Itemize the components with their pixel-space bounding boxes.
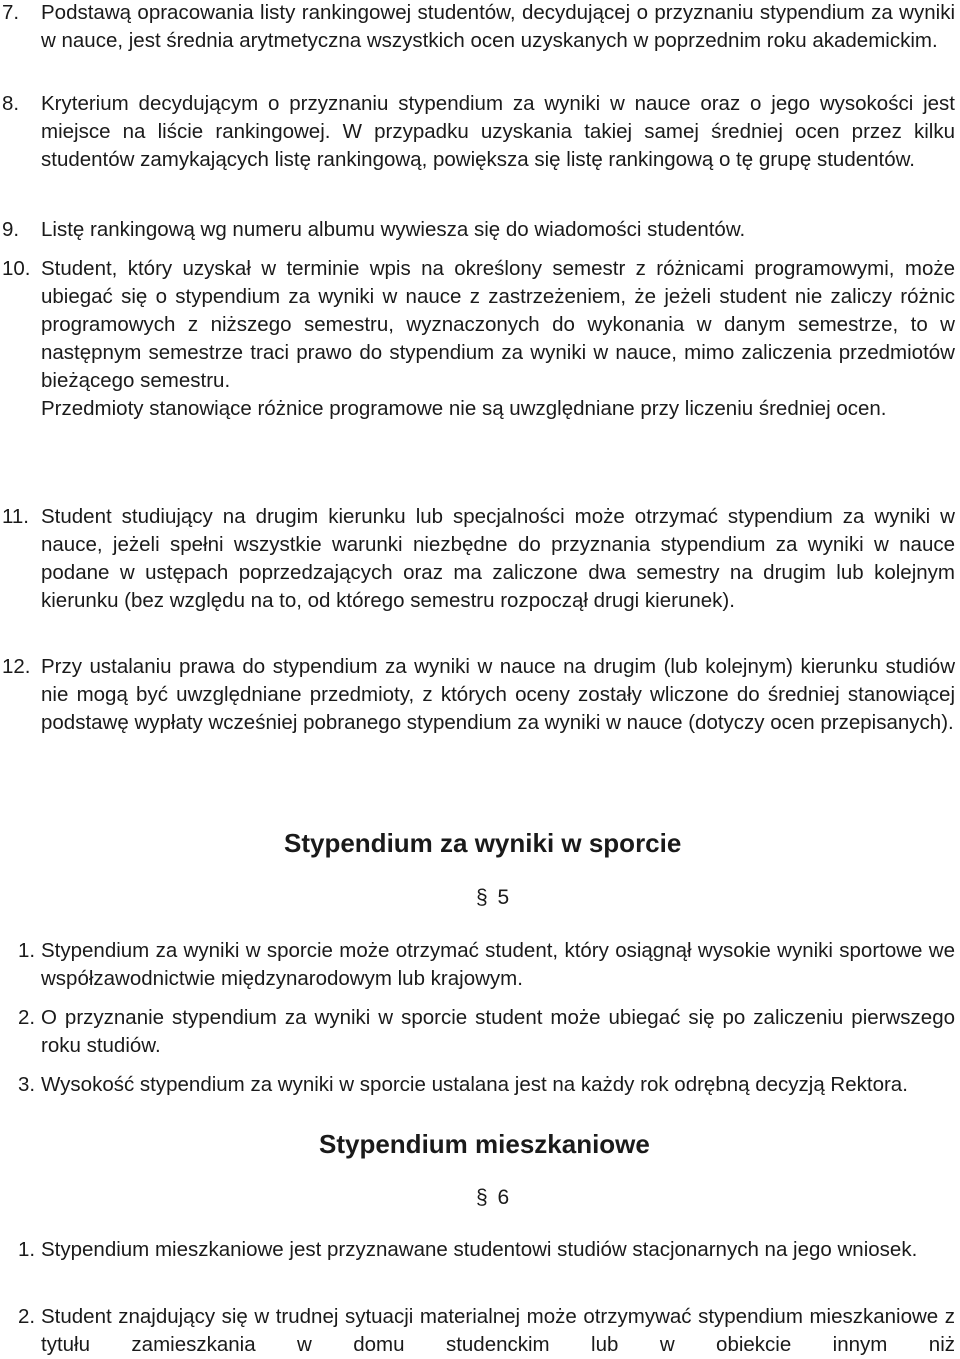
list-item-text: Student znajdujący się w trudnej sytuacji materialnej może otrzymywać stypendium mieszkaniowe z tytułu zamieszkania w domu studenckim lub w obiekcie innym niż bbox=[41, 1305, 955, 1356]
list-item-7 bbox=[0, 0, 960, 55]
list-item-text: Wysokość stypendium za wyniki w sporcie ustalana jest na każdy rok odrębną decyzją Rektora. bbox=[41, 1073, 908, 1096]
list-item-number: 10. bbox=[2, 257, 31, 280]
housing-item-2 bbox=[0, 1303, 960, 1359]
list-item-number: 9. bbox=[2, 218, 20, 241]
list-item-number: 8. bbox=[2, 92, 20, 115]
list-item-number: 1. bbox=[18, 1238, 36, 1261]
housing-item-1 bbox=[0, 1236, 960, 1264]
sport-item-3 bbox=[0, 1071, 960, 1099]
list-item-number: 2. bbox=[18, 1305, 36, 1328]
list-item-text: Przy ustalaniu prawa do stypendium za wyniki w nauce na drugim (lub kolejnym) kierunku studiów nie mogą być uwzględniane przedmioty, z których oceny zostały wliczone do średniej stanowiącej podstawę wypłaty wcześniej pobranego stypendium za wyniki w nauce (dotyczy ocen przepisanych). bbox=[41, 655, 955, 734]
list-item-text: Student studiujący na drugim kierunku lub specjalności może otrzymać stypendium za wyniki w nauce, jeżeli spełni wszystkie warunki niezbędne do przyznania stypendium za wyniki w nauce podane w ustępach poprzedzających oraz ma zaliczone dwa semestry na drugim lub kolejnym kierunku (bez względu na to, od którego semestru rozpoczął drugi kierunek). bbox=[41, 505, 955, 612]
paragraph-number-6 bbox=[476, 1184, 509, 1212]
list-item-number: 3. bbox=[18, 1073, 36, 1096]
list-item-text: Stypendium za wyniki w sporcie może otrzymać student, który osiągnął wysokie wyniki sportowe we współzawodnictwie międzynarodowym lub krajowym. bbox=[41, 939, 955, 990]
list-item-text: Kryterium decydującym o przyznaniu stypendium za wyniki w nauce oraz o jego wysokości jest miejsce na liście rankingowej. W przypadku uzyskania takiej samej średniej ocen przez kilku studentów zamykających listę rankingową, powiększa się listę rankingową o tę grupę studentów. bbox=[41, 92, 955, 171]
list-item-continuation: Przedmioty stanowiące różnice programowe nie są uwzględniane przy liczeniu średniej ocen. bbox=[41, 397, 887, 420]
list-item-text: Podstawą opracowania listy rankingowej studentów, decydującej o przyznaniu stypendium za wyniki w nauce, jest średnia arytmetyczna wszystkich ocen uzyskanych w poprzednim roku akademickim. bbox=[41, 1, 955, 52]
list-item-number: 2. bbox=[18, 1006, 36, 1029]
paragraph-sign: § bbox=[476, 1186, 488, 1209]
section-title-sport: Stypendium za wyniki w sporcie bbox=[284, 828, 682, 858]
paragraph-number: 5 bbox=[497, 886, 510, 909]
sport-item-2 bbox=[0, 1004, 960, 1060]
list-item-11 bbox=[0, 503, 960, 615]
paragraph-sign: § bbox=[476, 886, 488, 909]
list-item-number: 11. bbox=[2, 505, 29, 528]
list-item-text: Listę rankingową wg numeru albumu wywiesza się do wiadomości studentów. bbox=[41, 218, 746, 241]
paragraph-number-5 bbox=[476, 884, 509, 912]
list-item-number: 12. bbox=[2, 655, 31, 678]
list-item-9 bbox=[0, 216, 960, 244]
paragraph-number: 6 bbox=[497, 1186, 510, 1209]
list-item-number: 1. bbox=[18, 939, 36, 962]
list-item-text: Student, który uzyskał w terminie wpis na określony semestr z różnicami programowymi, może ubiegać się o stypendium za wyniki w nauce z zastrzeżeniem, że jeżeli student nie zaliczy różnic programowych z niższego semestru, wyznaczonych do wykonania w danym semestrze, to w następnym semestrze traci prawo do stypendium za wyniki w nauce, mimo zaliczenia przedmiotów bieżącego semestru. bbox=[41, 257, 955, 392]
section-title-housing: Stypendium mieszkaniowe bbox=[319, 1129, 650, 1159]
list-item-text: Stypendium mieszkaniowe jest przyznawane studentowi studiów stacjonarnych na jego wniosek. bbox=[41, 1238, 918, 1261]
list-item-8 bbox=[0, 90, 960, 174]
list-item-10 bbox=[0, 255, 960, 423]
sport-item-1 bbox=[0, 937, 960, 993]
list-item-text: O przyznanie stypendium za wyniki w sporcie student może ubiegać się po zaliczeniu pierwszego roku studiów. bbox=[41, 1006, 955, 1057]
list-item-12 bbox=[0, 653, 960, 737]
list-item-number: 7. bbox=[2, 1, 20, 24]
